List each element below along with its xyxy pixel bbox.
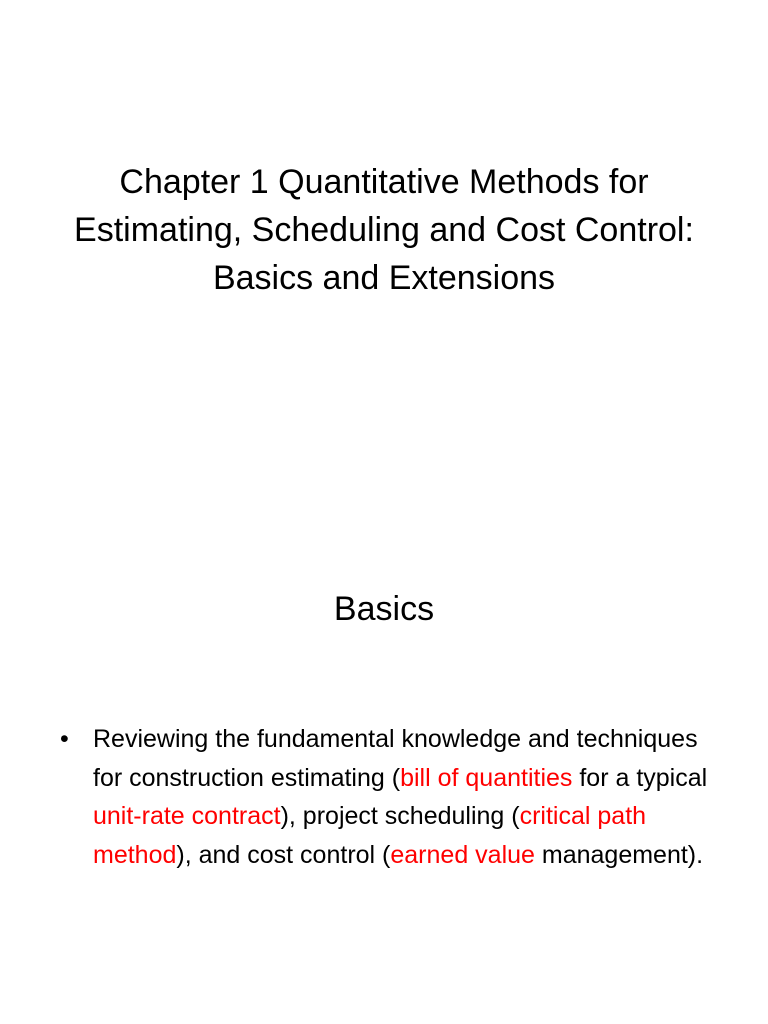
highlight-critical-path-method: critical path method [93, 802, 647, 869]
slide-title: Chapter 1 Quantitative Methods for Estimating, Scheduling and Cost Control: Basics and Extensions [74, 163, 694, 297]
highlight-bill-of-quantities: bill of quantities [400, 763, 573, 792]
highlight-earned-value: earned value [390, 840, 535, 869]
bullet-text-3: ), project scheduling ( [280, 802, 520, 830]
bullet-item [60, 720, 710, 874]
highlight-unit-rate-contract: unit-rate contract [93, 802, 281, 830]
bullet-text-1: Reviewing the fundamental knowledge and techniques for construction estimating ( [93, 725, 698, 792]
bullet-marker: • [60, 725, 69, 753]
bullet-text-4: ), and cost control ( [176, 840, 391, 869]
section-title: Basics [333, 590, 435, 628]
bullet-text-5: management). [534, 840, 704, 869]
bullet-text-2: for a typical [572, 763, 708, 792]
bullet-list [60, 720, 710, 874]
